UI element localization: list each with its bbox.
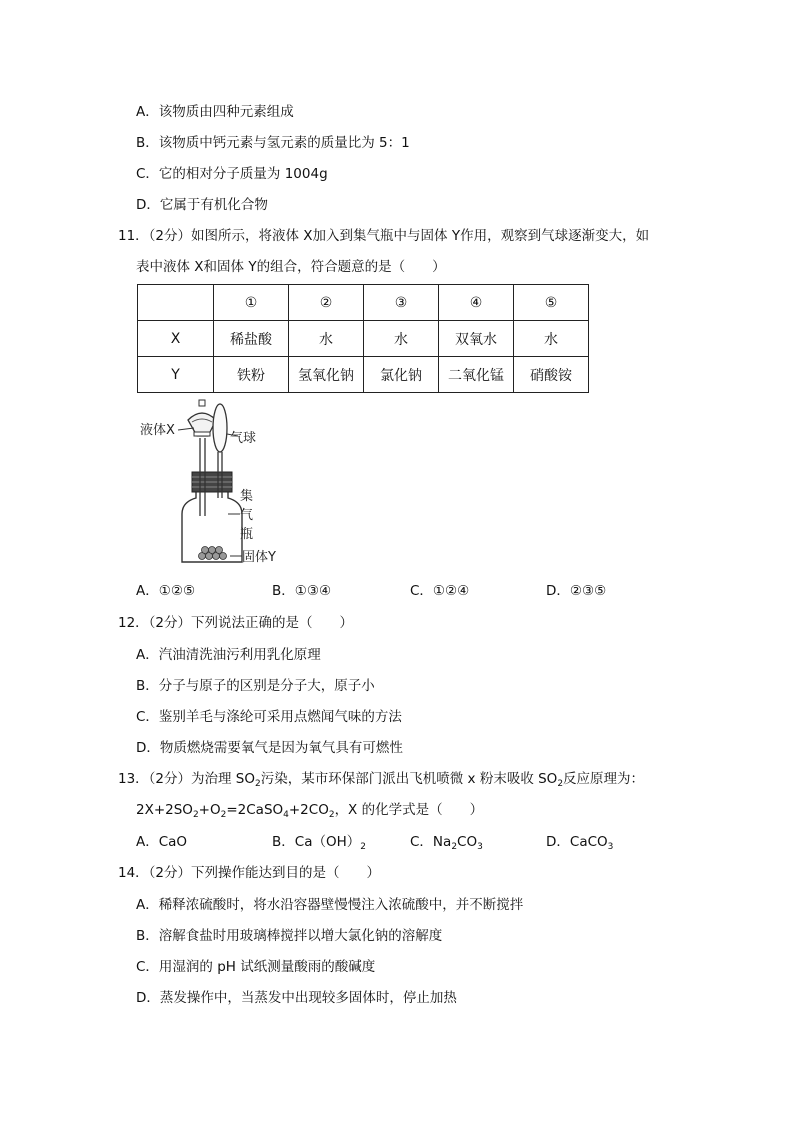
table-cell: X (138, 321, 214, 357)
choice-text: C．Na (410, 834, 452, 850)
q10-option-a: A．该物质由四种元素组成 (136, 104, 294, 120)
table-cell: 铁粉 (214, 357, 289, 393)
equation-part: 2X+2SO (136, 802, 193, 818)
table-cell: ④ (439, 285, 514, 321)
table-cell: 稀盐酸 (214, 321, 289, 357)
q12-option-b: B．分子与原子的区别是分子大，原子小 (136, 678, 375, 694)
q12-option-d: D．物质燃烧需要氧气是因为氧气具有可燃性 (136, 740, 403, 756)
subscript: 2 (360, 842, 366, 852)
subscript: 2 (220, 810, 227, 820)
table-cell: 水 (364, 321, 439, 357)
table-header-row (138, 285, 589, 321)
table-cell: 硝酸铵 (514, 357, 589, 393)
equation-part: +2CO (288, 802, 329, 818)
q10-option-c: C．它的相对分子质量为 1004g (136, 166, 328, 182)
q13-choice-d (546, 832, 613, 857)
table-cell: Y (138, 357, 214, 393)
q11-choice-a: A．①②⑤ (136, 583, 196, 599)
subscript: 2 (557, 779, 564, 789)
equation-part: +O (198, 802, 221, 818)
table-cell: 双氧水 (439, 321, 514, 357)
choice-text: CO (457, 834, 478, 850)
subscript: 2 (192, 810, 199, 820)
q14-option-d: D．蒸发操作中，当蒸发中出现较多固体时，停止加热 (136, 990, 457, 1006)
q11-stem-line1: 11．（2分）如图所示，将液体 X加入到集气瓶中与固体 Y作用，观察到气球逐渐变大，如 (118, 228, 650, 244)
q12-stem: 12．（2分）下列说法正确的是（ ） (118, 615, 354, 631)
label-bottle-2: 气 (240, 508, 254, 523)
q11-choice-c: C．①②④ (410, 583, 470, 599)
q13-choice-c (410, 832, 483, 857)
table-cell: 氢氧化钠 (289, 357, 364, 393)
table-row (138, 357, 589, 393)
q10-option-d: D．它属于有机化合物 (136, 197, 268, 213)
table-cell: ⑤ (514, 285, 589, 321)
q14-option-b: B．溶解食盐时用玻璃棒搅拌以增大氯化钠的溶解度 (136, 928, 443, 944)
subscript: 2 (328, 810, 335, 820)
subscript: 2 (451, 842, 458, 852)
q14-stem: 14．（2分）下列操作能达到目的是（ ） (118, 865, 381, 881)
q11-stem-line2: 表中液体 X和固体 Y的组合，符合题意的是（ ） (136, 259, 446, 275)
table-cell: 氯化钠 (364, 357, 439, 393)
apparatus-diagram (138, 398, 288, 570)
q13-stem (118, 769, 644, 794)
q11-choice-d: D．②③⑤ (546, 583, 607, 599)
table-cell (138, 285, 214, 321)
subscript: 3 (607, 842, 614, 852)
table-row (138, 321, 589, 357)
label-bottle-1: 集 (240, 489, 254, 504)
subscript: 3 (477, 842, 483, 852)
q14-option-c: C．用湿润的 pH 试纸测量酸雨的酸碱度 (136, 959, 376, 975)
q13-choice-a: A．CaO (136, 834, 188, 850)
q14-option-a: A．稀释浓硫酸时，将水沿容器壁慢慢注入浓硫酸中，并不断搅拌 (136, 897, 524, 913)
table-cell: ③ (364, 285, 439, 321)
q13-stem-part: 污染，某市环保部门派出飞机喷微 x 粉末吸收 SO (260, 771, 558, 787)
choice-text: B．Ca（OH） (272, 834, 361, 850)
q12-option-c: C．鉴别羊毛与涤纶可采用点燃闻气味的方法 (136, 709, 402, 725)
q13-choice-b (272, 832, 366, 857)
q12-option-a: A．汽油清洗油污利用乳化原理 (136, 647, 321, 663)
label-liquid-x: 液体X (140, 423, 175, 438)
q10-option-b: B．该物质中钙元素与氢元素的质量比为 5：1 (136, 135, 410, 151)
table-cell: 二氧化锰 (439, 357, 514, 393)
choice-text: D．CaCO (546, 834, 608, 850)
label-balloon: 气球 (230, 431, 257, 446)
equation-part: ，X 的化学式是（ ） (334, 802, 484, 818)
subscript: 2 (255, 779, 261, 789)
equation-part: =2CaSO (226, 802, 284, 818)
q13-stem-part: 反应原理为： (563, 771, 645, 787)
table-cell: 水 (289, 321, 364, 357)
table-cell: ① (214, 285, 289, 321)
table-cell: 水 (514, 321, 589, 357)
label-solid-y: 固体Y (242, 550, 276, 565)
label-bottle-3: 瓶 (240, 527, 254, 542)
subscript: 4 (283, 810, 289, 820)
q13-equation (136, 800, 483, 825)
q11-table (137, 284, 589, 393)
q11-choice-b: B．①③④ (272, 583, 332, 599)
q13-stem-part: 13．（2分）为治理 SO (118, 771, 256, 787)
table-cell: ② (289, 285, 364, 321)
